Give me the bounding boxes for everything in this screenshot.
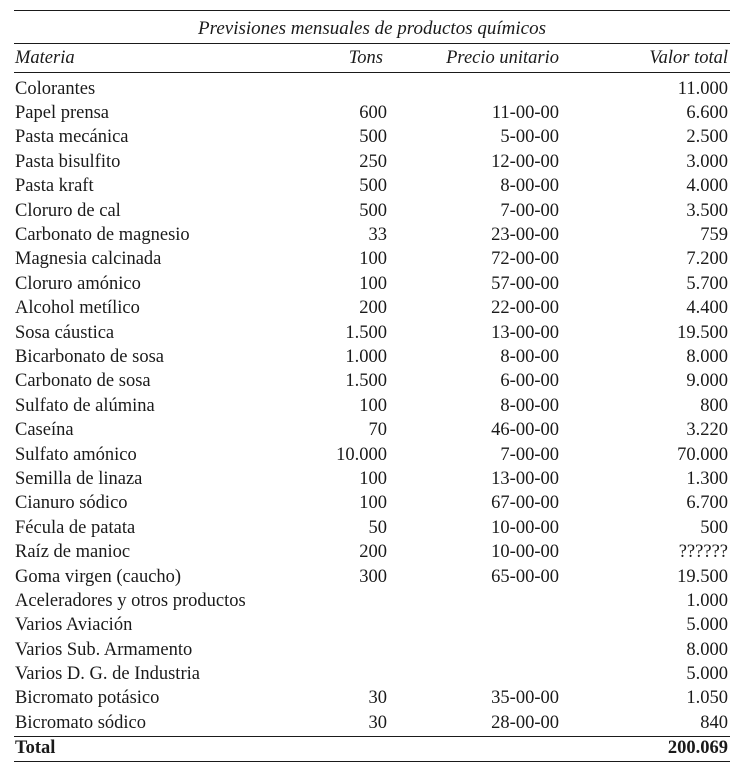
cell-precio: 67-00-00 <box>491 493 559 514</box>
cell-valor: 4.400 <box>686 298 728 319</box>
header-valor: Valor total <box>649 47 728 68</box>
cell-valor: 8.000 <box>686 346 728 367</box>
cell-materia: Sulfato de alúmina <box>15 395 155 416</box>
header-precio: Precio unitario <box>446 47 559 68</box>
cell-tons: 1.500 <box>345 322 387 343</box>
cell-materia: Bicarbonato de sosa <box>15 346 164 367</box>
cell-tons: 1.500 <box>345 371 387 392</box>
table-row <box>14 614 730 638</box>
table-header <box>14 44 730 72</box>
cell-valor: 9.000 <box>686 371 728 392</box>
cell-materia: Carbonato de sosa <box>15 371 151 392</box>
table-row <box>14 711 730 735</box>
cell-materia: Bicromato sódico <box>15 712 147 733</box>
table-row <box>14 150 730 174</box>
cell-precio: 72-00-00 <box>491 249 559 270</box>
cell-precio: 28-00-00 <box>491 712 559 733</box>
table-title: Previsiones mensuales de productos químicos <box>198 18 546 39</box>
cell-tons: 30 <box>368 712 387 733</box>
cell-materia: Pasta mecánica <box>15 127 129 148</box>
table-row <box>14 638 730 662</box>
top-rule <box>14 10 730 11</box>
header-materia: Materia <box>15 47 75 68</box>
cell-materia: Cloruro amónico <box>15 273 141 294</box>
cell-valor: 7.200 <box>686 249 728 270</box>
table-row <box>14 443 730 467</box>
cell-tons: 250 <box>359 151 387 172</box>
cell-tons: 100 <box>359 395 387 416</box>
table-row <box>14 565 730 589</box>
cell-materia: Pasta bisulfito <box>15 151 121 172</box>
cell-materia: Alcohol metílico <box>15 298 140 319</box>
total-row <box>14 737 730 761</box>
cell-valor: 6.700 <box>686 493 728 514</box>
cell-materia: Sosa cáustica <box>15 322 115 343</box>
table-body <box>14 77 730 736</box>
cell-valor: 840 <box>700 712 728 733</box>
table-row <box>14 467 730 491</box>
cell-materia: Varios D. G. de Industria <box>15 664 200 685</box>
cell-tons: 70 <box>368 420 387 441</box>
cell-valor: 1.000 <box>686 590 728 611</box>
cell-valor: 3.000 <box>686 151 728 172</box>
table-row <box>14 662 730 686</box>
cell-precio: 65-00-00 <box>491 566 559 587</box>
cell-precio: 10-00-00 <box>491 517 559 538</box>
chemical-forecast-table <box>14 10 730 762</box>
cell-precio: 13-00-00 <box>491 468 559 489</box>
table-row <box>14 394 730 418</box>
cell-tons: 300 <box>359 566 387 587</box>
cell-materia: Goma virgen (caucho) <box>15 566 182 587</box>
cell-valor: ?????? <box>678 542 728 563</box>
table-row <box>14 492 730 516</box>
cell-precio: 5-00-00 <box>500 127 559 148</box>
cell-precio: 8-00-00 <box>500 395 559 416</box>
table-row <box>14 199 730 223</box>
cell-valor: 759 <box>700 225 728 246</box>
cell-precio: 6-00-00 <box>500 371 559 392</box>
table-row <box>14 101 730 125</box>
cell-materia: Bicromato potásico <box>15 688 160 709</box>
cell-valor: 4.000 <box>686 176 728 197</box>
cell-precio: 12-00-00 <box>491 151 559 172</box>
cell-valor: 19.500 <box>677 322 728 343</box>
cell-materia: Varios Sub. Armamento <box>15 639 193 660</box>
cell-tons: 10.000 <box>336 444 387 465</box>
cell-precio: 23-00-00 <box>491 225 559 246</box>
table-row <box>14 272 730 296</box>
cell-materia: Cianuro sódico <box>15 493 128 514</box>
cell-tons: 100 <box>359 493 387 514</box>
table-row <box>14 321 730 345</box>
cell-precio: 13-00-00 <box>491 322 559 343</box>
cell-materia: Carbonato de magnesio <box>15 225 190 246</box>
cell-precio: 7-00-00 <box>500 200 559 221</box>
cell-tons: 30 <box>368 688 387 709</box>
cell-precio: 8-00-00 <box>500 346 559 367</box>
cell-precio: 22-00-00 <box>491 298 559 319</box>
cell-tons: 200 <box>359 298 387 319</box>
cell-materia: Sulfato amónico <box>15 444 137 465</box>
cell-valor: 2.500 <box>686 127 728 148</box>
cell-valor: 1.300 <box>686 468 728 489</box>
header-tons: Tons <box>348 47 383 68</box>
table-row <box>14 516 730 540</box>
cell-valor: 800 <box>700 395 728 416</box>
cell-tons: 500 <box>359 200 387 221</box>
cell-valor: 3.220 <box>686 420 728 441</box>
cell-materia: Cloruro de cal <box>15 200 121 221</box>
cell-precio: 57-00-00 <box>491 273 559 294</box>
cell-materia: Fécula de patata <box>15 517 136 538</box>
cell-precio: 7-00-00 <box>500 444 559 465</box>
cell-valor: 5.700 <box>686 273 728 294</box>
cell-precio: 46-00-00 <box>491 420 559 441</box>
table-row <box>14 589 730 613</box>
table-row <box>14 540 730 564</box>
table-row <box>14 77 730 101</box>
cell-valor: 1.050 <box>686 688 728 709</box>
cell-precio: 35-00-00 <box>491 688 559 709</box>
table-row <box>14 687 730 711</box>
bottom-rule <box>14 761 730 762</box>
table-row <box>14 370 730 394</box>
cell-valor: 70.000 <box>677 444 728 465</box>
cell-materia: Varios Aviación <box>15 615 133 636</box>
cell-materia: Pasta kraft <box>15 176 94 197</box>
cell-tons: 500 <box>359 176 387 197</box>
table-row <box>14 175 730 199</box>
table-row <box>14 418 730 442</box>
cell-materia: Magnesia calcinada <box>15 249 162 270</box>
cell-tons: 600 <box>359 103 387 124</box>
cell-precio: 11-00-00 <box>491 103 559 124</box>
cell-tons: 200 <box>359 542 387 563</box>
cell-tons: 100 <box>359 468 387 489</box>
table-row <box>14 345 730 369</box>
cell-materia: Aceleradores y otros productos <box>15 590 246 611</box>
table-row <box>14 223 730 247</box>
cell-valor: 5.000 <box>686 615 728 636</box>
cell-valor: 19.500 <box>677 566 728 587</box>
cell-tons: 1.000 <box>345 346 387 367</box>
cell-materia: Papel prensa <box>15 103 110 124</box>
cell-valor: 11.000 <box>677 78 728 99</box>
cell-valor: 3.500 <box>686 200 728 221</box>
cell-precio: 10-00-00 <box>491 542 559 563</box>
cell-materia: Colorantes <box>15 78 96 99</box>
cell-materia: Semilla de linaza <box>15 468 143 489</box>
table-row <box>14 126 730 150</box>
cell-tons: 100 <box>359 273 387 294</box>
cell-materia: Caseína <box>15 420 74 441</box>
cell-tons: 100 <box>359 249 387 270</box>
cell-valor: 5.000 <box>686 664 728 685</box>
cell-tons: 500 <box>359 127 387 148</box>
cell-tons: 50 <box>368 517 387 538</box>
cell-valor: 8.000 <box>686 639 728 660</box>
cell-valor: 6.600 <box>686 103 728 124</box>
table-row <box>14 297 730 321</box>
table-row <box>14 248 730 272</box>
total-label: Total <box>15 738 56 759</box>
cell-precio: 8-00-00 <box>500 176 559 197</box>
cell-tons: 33 <box>368 225 387 246</box>
cell-valor: 500 <box>700 517 728 538</box>
cell-materia: Raíz de manioc <box>15 542 131 563</box>
total-value: 200.069 <box>667 738 728 759</box>
